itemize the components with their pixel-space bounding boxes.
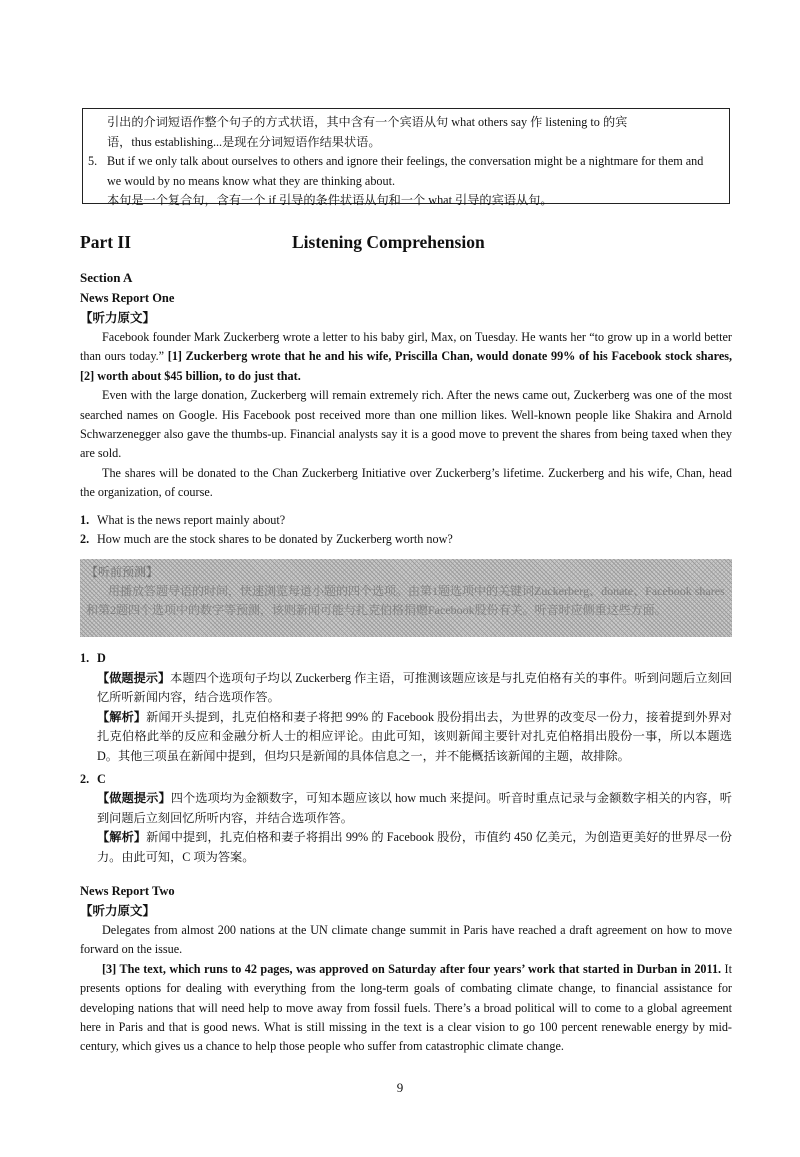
main-content	[80, 268, 732, 1057]
analysis-label: 【解析】	[97, 709, 147, 724]
bold-span: Zuckerberg wrote that he and his wife, Priscilla Chan, would donate 99% of his Facebook stock shares,	[182, 349, 733, 364]
section-heading: Section A	[80, 270, 133, 285]
report-title: News Report One	[80, 291, 175, 305]
question-text: How much are the stock shares to be donated by Zuckerberg worth now?	[97, 532, 453, 547]
page-number: 9	[396, 1080, 404, 1095]
question-item	[80, 530, 732, 549]
marker-1: [1]	[167, 349, 182, 364]
tip-paragraph	[97, 789, 732, 828]
tip-text: 本题四个选项句子均以 Zuckerberg 作主语，可推测该题应该是与扎克伯格有关的事件。听到问题后立刻回忆所听新闻内容，结合选项作答。	[97, 670, 733, 705]
tip-paragraph	[97, 669, 732, 708]
answer-number: 2.	[80, 771, 90, 786]
sentence-item-5	[88, 152, 719, 211]
transcript-label: 【听力原文】	[80, 310, 156, 325]
analysis-text: 新闻中提到，扎克伯格和妻子将捐出 99% 的 Facebook 股份，市值约 450 亿美元，为创造更美好的世界尽一份力。由此可知，C 项为答案。	[97, 830, 732, 864]
question-text: What is the news report mainly about?	[97, 512, 286, 527]
text-span: Facebook founder Mark Zuckerberg wrote a letter to his baby girl, Max, on Tuesday. He wants her “to grow up in a world better than ours today.”	[80, 330, 732, 364]
item-number: 5.	[88, 154, 98, 168]
part-title: Listening Comprehension	[292, 232, 485, 252]
analysis-label: 【解析】	[97, 830, 147, 845]
analysis-paragraph	[97, 708, 732, 766]
answer-letter: C	[97, 771, 106, 786]
analysis-line: 引出的介词短语作整个句子的方式状语，其中含有一个宾语从句 what others say 作 listening to 的宾	[107, 115, 628, 129]
transcript-paragraph: Delegates from almost 200 nations at the UN climate change summit in Paris have reached a draft agreement on how to move forward on the issue.	[80, 922, 732, 957]
transcript-paragraph	[80, 960, 732, 1057]
analysis-line: 语，thus establishing...是现在分词短语作结果状语。	[107, 134, 381, 149]
question-item	[80, 511, 732, 530]
analysis-paragraph	[97, 828, 732, 867]
preview-hatched-box	[80, 559, 732, 637]
answer-number: 1.	[80, 651, 90, 666]
transcript-label: 【听力原文】	[80, 902, 156, 918]
answer-item	[80, 649, 732, 765]
answer-item	[80, 770, 732, 867]
transcript-paragraph: The shares will be donated to the Chan Zuckerberg Initiative over Zuckerberg’s lifetime. Zuckerberg and his wife, Chan, head the organization, of course.	[80, 465, 732, 500]
answer-letter: D	[97, 651, 106, 666]
preview-label: 【听前预测】	[86, 565, 159, 580]
question-number: 1.	[80, 512, 90, 527]
marker-2: [2]	[80, 368, 95, 383]
tip-label: 【做题提示】	[97, 791, 171, 806]
item-english: But if we only talk about ourselves to others and ignore their feelings, the conversation might be a nightmare for them and we would by no means know what they are thinking about.	[107, 154, 704, 188]
text-span: It presents options for dealing with everything from the long-term goals of combating climate change, to financial assistance for developing nations that will need help to move away from fossil fuels. There’s a broad political will to come to a global agreement here in Paris and that is good news. What is still missing in the text is a clear vision to go 100 percent renewable energy by mid-century, which gives us a chance to help those people who suffer from catastrophic climate change.	[80, 961, 733, 1054]
preview-text: 用播放答题导语的时间，快速浏览每道小题的四个选项。由第1题选项中的关键词Zuckerberg、donate、Facebook shares和第2题四个选项中的数字等预测，该则新闻可能与扎克伯格捐赠Facebook股份有关。听音时应侧重这些方面。	[86, 584, 725, 618]
tip-label: 【做题提示】	[97, 670, 171, 685]
bold-span: The text, which runs to 42 pages, was approved on Saturday after four years’ work that started in Durban in 2011.	[116, 961, 722, 976]
marker-3: [3]	[102, 961, 117, 976]
part-label: Part II	[80, 232, 132, 252]
bold-span: worth about $45 billion, to do just that.	[94, 368, 301, 383]
part-heading	[80, 232, 730, 256]
transcript-paragraph: Even with the large donation, Zuckerberg will remain extremely rich. After the news came out, Zuckerberg was one of the most searched names on Google. His Facebook post received more than one million likes. Well-known people like Shakira and Arnold Schwarzenegger also gave the thumbs-up. Financial analysts say it is a good move to prevent the shares from being taxed when they are sold.	[80, 388, 732, 461]
transcript-paragraph	[80, 328, 732, 386]
report-title: News Report Two	[80, 883, 175, 898]
sentence-analysis-box	[82, 108, 730, 207]
tip-text: 四个选项均为金额数字，可知本题应该以 how much 来提问。听音时重点记录与金额数字相关的内容，听到问题后立刻回忆所听内容，并结合选项作答。	[97, 791, 732, 825]
item-chinese: 本句是一个复合句，含有一个 if 引导的条件状语从句和一个 what 引导的宾语从句。	[107, 193, 553, 207]
question-number: 2.	[80, 532, 90, 547]
analysis-text: 新闻开头提到，扎克伯格和妻子将把 99% 的 Facebook 股份捐出去，为世界的改变尽一份力，接着提到外界对扎克伯格此举的反应和金融分析人士的相应评论。由此可知，该则新闻主要针对扎克伯格捐出股份一事，所以本题选 D。其他三项虽在新闻中提到，但均只是新闻的具体信息之一，并不能概括该新闻的主题，故排除。	[97, 709, 732, 763]
